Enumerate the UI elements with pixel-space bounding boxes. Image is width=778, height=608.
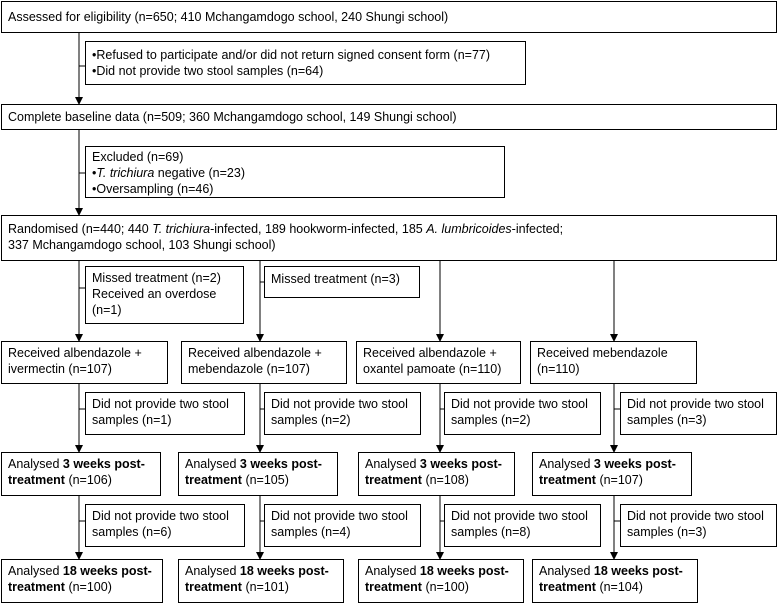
dropout-line-1: Did not provide two stool [627, 509, 764, 523]
missed-text: Missed treatment (n=3) [271, 272, 400, 286]
dropout-3w-box-arm-4 [620, 392, 777, 435]
dropout-18w-box-arm-1 [85, 504, 245, 547]
negative-count: negative (n=23) [154, 166, 245, 180]
randomised-line-2: 337 Mchangamdogo school, 103 Shungi school) [8, 238, 276, 252]
analysed-count: (n=105) [241, 473, 289, 487]
eligibility-box [1, 1, 777, 33]
exclusion-baseline-negative [92, 165, 498, 181]
analysed-18w-box-arm-3 [358, 559, 524, 603]
randomised-suffix: -infected; [511, 222, 564, 236]
analysed-timepoint: 18 weeks post- [593, 564, 683, 578]
missed-line-1: Missed treatment (n=2) [92, 271, 221, 285]
analysed-prefix: Analysed [185, 564, 240, 578]
analysed-treatment: treatment [185, 473, 242, 487]
analysed-line-1 [185, 456, 331, 472]
dropout-line-2: samples (n=2) [451, 413, 531, 427]
analysed-3w-box-arm-2 [178, 452, 338, 496]
dropout-18w-box-arm-3 [444, 504, 601, 547]
dropout-line-1: Did not provide two stool [92, 509, 229, 523]
missed-treatment-box-arm-1 [85, 266, 244, 324]
analysed-treatment: treatment [365, 580, 422, 594]
dropout-line-1: Did not provide two stool [627, 397, 764, 411]
exclusion-consent-line-2: •Did not provide two stool samples (n=64) [92, 64, 324, 78]
dropout-line-2: samples (n=3) [627, 525, 707, 539]
received-line-1: Received albendazole + [8, 346, 142, 360]
species-trichiura: T. trichiura [152, 222, 211, 236]
dropout-line-1: Did not provide two stool [92, 397, 229, 411]
analysed-timepoint: 18 weeks post- [62, 564, 152, 578]
analysed-line-1 [539, 456, 685, 472]
received-line-1: Received mebendazole [537, 346, 668, 360]
dropout-line-2: samples (n=1) [92, 413, 172, 427]
analysed-18w-box-arm-2 [178, 559, 344, 603]
missed-line-3: (n=1) [92, 303, 122, 317]
dropout-line-2: samples (n=8) [451, 525, 531, 539]
analysed-treatment: treatment [539, 473, 596, 487]
baseline-text: Complete baseline data (n=509; 360 Mchangamdogo school, 149 Shungi school) [8, 110, 457, 124]
baseline-box [1, 104, 777, 130]
exclusion-consent-line-1: •Refused to participate and/or did not return signed consent form (n=77) [92, 48, 491, 62]
analysed-treatment: treatment [8, 473, 65, 487]
analysed-line-2 [365, 579, 517, 595]
analysed-3w-box-arm-4 [532, 452, 692, 496]
analysed-treatment: treatment [365, 473, 422, 487]
analysed-count: (n=108) [421, 473, 469, 487]
analysed-line-1 [539, 563, 691, 579]
dropout-line-2: samples (n=2) [271, 413, 351, 427]
analysed-3w-box-arm-1 [1, 452, 161, 496]
dropout-3w-box-arm-3 [444, 392, 601, 435]
dropout-line-1: Did not provide two stool [451, 397, 588, 411]
analysed-timepoint: 3 weeks post- [419, 457, 502, 471]
received-line-2: (n=110) [537, 362, 580, 376]
analysed-prefix: Analysed [8, 457, 63, 471]
analysed-count: (n=100) [64, 580, 112, 594]
received-line-1: Received albendazole + [363, 346, 497, 360]
analysed-line-1 [185, 563, 337, 579]
dropout-line-1: Did not provide two stool [451, 509, 588, 523]
analysed-prefix: Analysed [539, 564, 594, 578]
analysed-line-2 [539, 579, 691, 595]
analysed-timepoint: 3 weeks post- [62, 457, 145, 471]
analysed-count: (n=101) [241, 580, 289, 594]
analysed-line-2 [185, 472, 331, 488]
dropout-3w-box-arm-2 [264, 392, 421, 435]
received-line-2: ivermectin (n=107) [8, 362, 112, 376]
analysed-line-2 [8, 472, 154, 488]
received-box-arm-4 [530, 341, 697, 384]
analysed-count: (n=107) [595, 473, 643, 487]
exclusion-baseline-title: Excluded (n=69) [92, 150, 184, 164]
randomised-box [1, 215, 777, 261]
analysed-line-2 [185, 579, 337, 595]
analysed-prefix: Analysed [185, 457, 240, 471]
analysed-timepoint: 18 weeks post- [239, 564, 329, 578]
analysed-count: (n=100) [421, 580, 469, 594]
eligibility-text: Assessed for eligibility (n=650; 410 Mchangamdogo school, 240 Shungi school) [8, 10, 449, 24]
analysed-count: (n=106) [64, 473, 112, 487]
dropout-line-1: Did not provide two stool [271, 509, 408, 523]
randomised-middle: -infected, 189 hookworm-infected, 185 [210, 222, 427, 236]
analysed-line-1 [365, 456, 508, 472]
analysed-prefix: Analysed [8, 564, 63, 578]
analysed-line-2 [539, 472, 685, 488]
analysed-prefix: Analysed [365, 564, 420, 578]
received-box-arm-2 [181, 341, 347, 384]
dropout-line-2: samples (n=4) [271, 525, 351, 539]
exclusion-baseline-oversampling: •Oversampling (n=46) [92, 182, 214, 196]
dropout-line-2: samples (n=6) [92, 525, 172, 539]
analysed-3w-box-arm-3 [358, 452, 515, 496]
missed-line-2: Received an overdose [92, 287, 217, 301]
exclusion-baseline-box [85, 146, 505, 198]
species-lumbricoides: A. lumbricoides [426, 222, 512, 236]
received-line-2: oxantel pamoate (n=110) [363, 362, 502, 376]
analysed-timepoint: 18 weeks post- [419, 564, 509, 578]
analysed-prefix: Analysed [539, 457, 594, 471]
analysed-treatment: treatment [185, 580, 242, 594]
received-line-2: mebendazole (n=107) [188, 362, 310, 376]
randomised-line-1 [8, 221, 770, 237]
dropout-line-2: samples (n=3) [627, 413, 707, 427]
analysed-treatment: treatment [539, 580, 596, 594]
analysed-prefix: Analysed [365, 457, 420, 471]
analysed-line-2 [8, 579, 156, 595]
bullet: • [92, 166, 97, 180]
randomised-prefix: Randomised (n=440; 440 [8, 222, 153, 236]
missed-treatment-box-arm-2 [264, 266, 420, 298]
received-line-1: Received albendazole + [188, 346, 322, 360]
analysed-line-2 [365, 472, 508, 488]
dropout-line-1: Did not provide two stool [271, 397, 408, 411]
exclusion-consent-box [85, 41, 526, 85]
analysed-18w-box-arm-4 [532, 559, 698, 603]
analysed-count: (n=104) [595, 580, 643, 594]
dropout-3w-box-arm-1 [85, 392, 245, 435]
analysed-line-1 [365, 563, 517, 579]
analysed-line-1 [8, 563, 156, 579]
dropout-18w-box-arm-2 [264, 504, 421, 547]
analysed-treatment: treatment [8, 580, 65, 594]
analysed-timepoint: 3 weeks post- [239, 457, 322, 471]
analysed-line-1 [8, 456, 154, 472]
received-box-arm-3 [356, 341, 521, 384]
analysed-18w-box-arm-1 [1, 559, 163, 603]
received-box-arm-1 [1, 341, 168, 384]
dropout-18w-box-arm-4 [620, 504, 777, 547]
species-trichiura: T. trichiura [96, 166, 155, 180]
analysed-timepoint: 3 weeks post- [593, 457, 676, 471]
